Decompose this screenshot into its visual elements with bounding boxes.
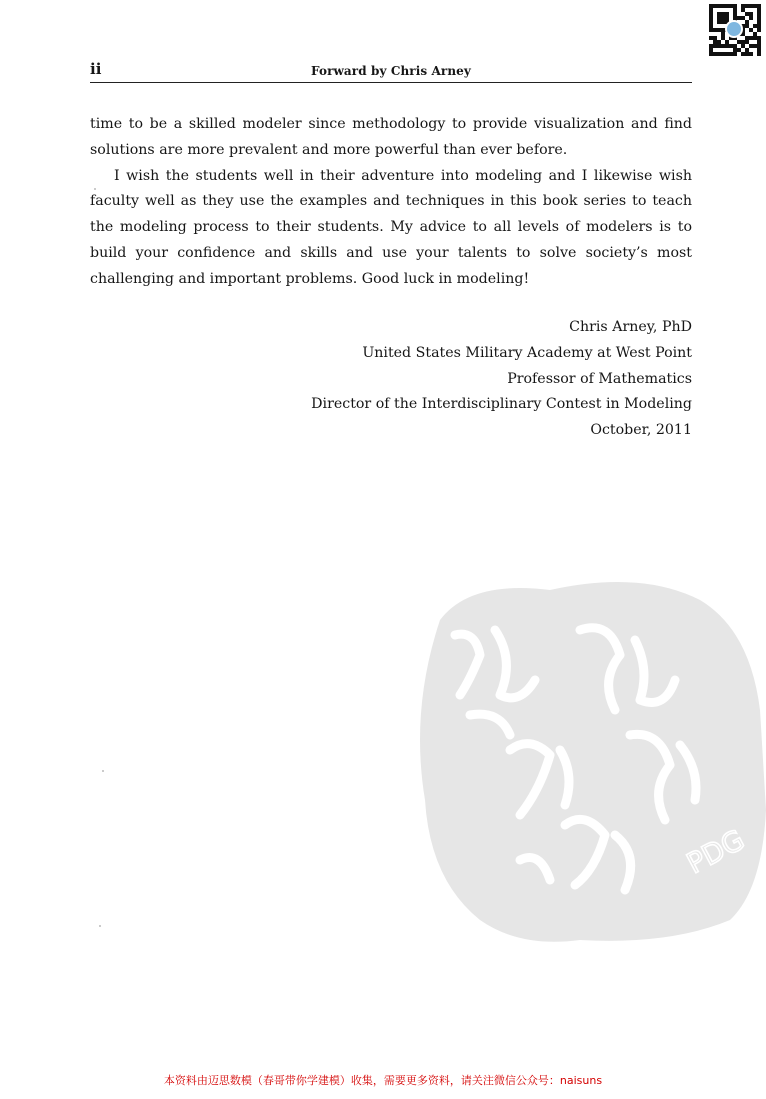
signature-title: Professor of Mathematics [507, 370, 692, 387]
paragraph-continued: time to be a skilled modeler since methodology to provide visualization and find solutions are more prevalent and more powerful than ever before. [90, 116, 692, 158]
scan-speck [102, 770, 104, 772]
footer-notice: 本资料由迈思数模（春哥带你学建模）收集，需要更多资料，请关注微信公众号：naisuns [163, 1074, 603, 1087]
page-header [90, 60, 692, 83]
paragraph-wishes: I wish the students well in their adventure into modeling and I likewise wish faculty well as they use the examples and techniques in this book series to teach the modeling process to their students. My advice to all levels of modelers is to build your confidence and skills and use your talents to solve society’s most challenging and important problems. Good luck in modeling! [90, 167, 692, 287]
body-text [90, 112, 692, 293]
watermark-seal [400, 560, 766, 950]
signature-name: Chris Arney, PhD [569, 319, 692, 335]
scan-speck [94, 188, 96, 190]
qr-logo-icon [725, 20, 743, 38]
scan-speck [99, 925, 101, 927]
signature-block [260, 315, 692, 444]
signature-date: October, 2011 [590, 422, 692, 439]
page-number: ii [90, 60, 102, 78]
watermark-text: PDG [681, 822, 750, 881]
signature-institution: United States Military Academy at West Point [362, 344, 692, 361]
running-head: Forward by Chris Arney [311, 64, 471, 78]
signature-role: Director of the Interdisciplinary Contest in Modeling [311, 396, 692, 413]
